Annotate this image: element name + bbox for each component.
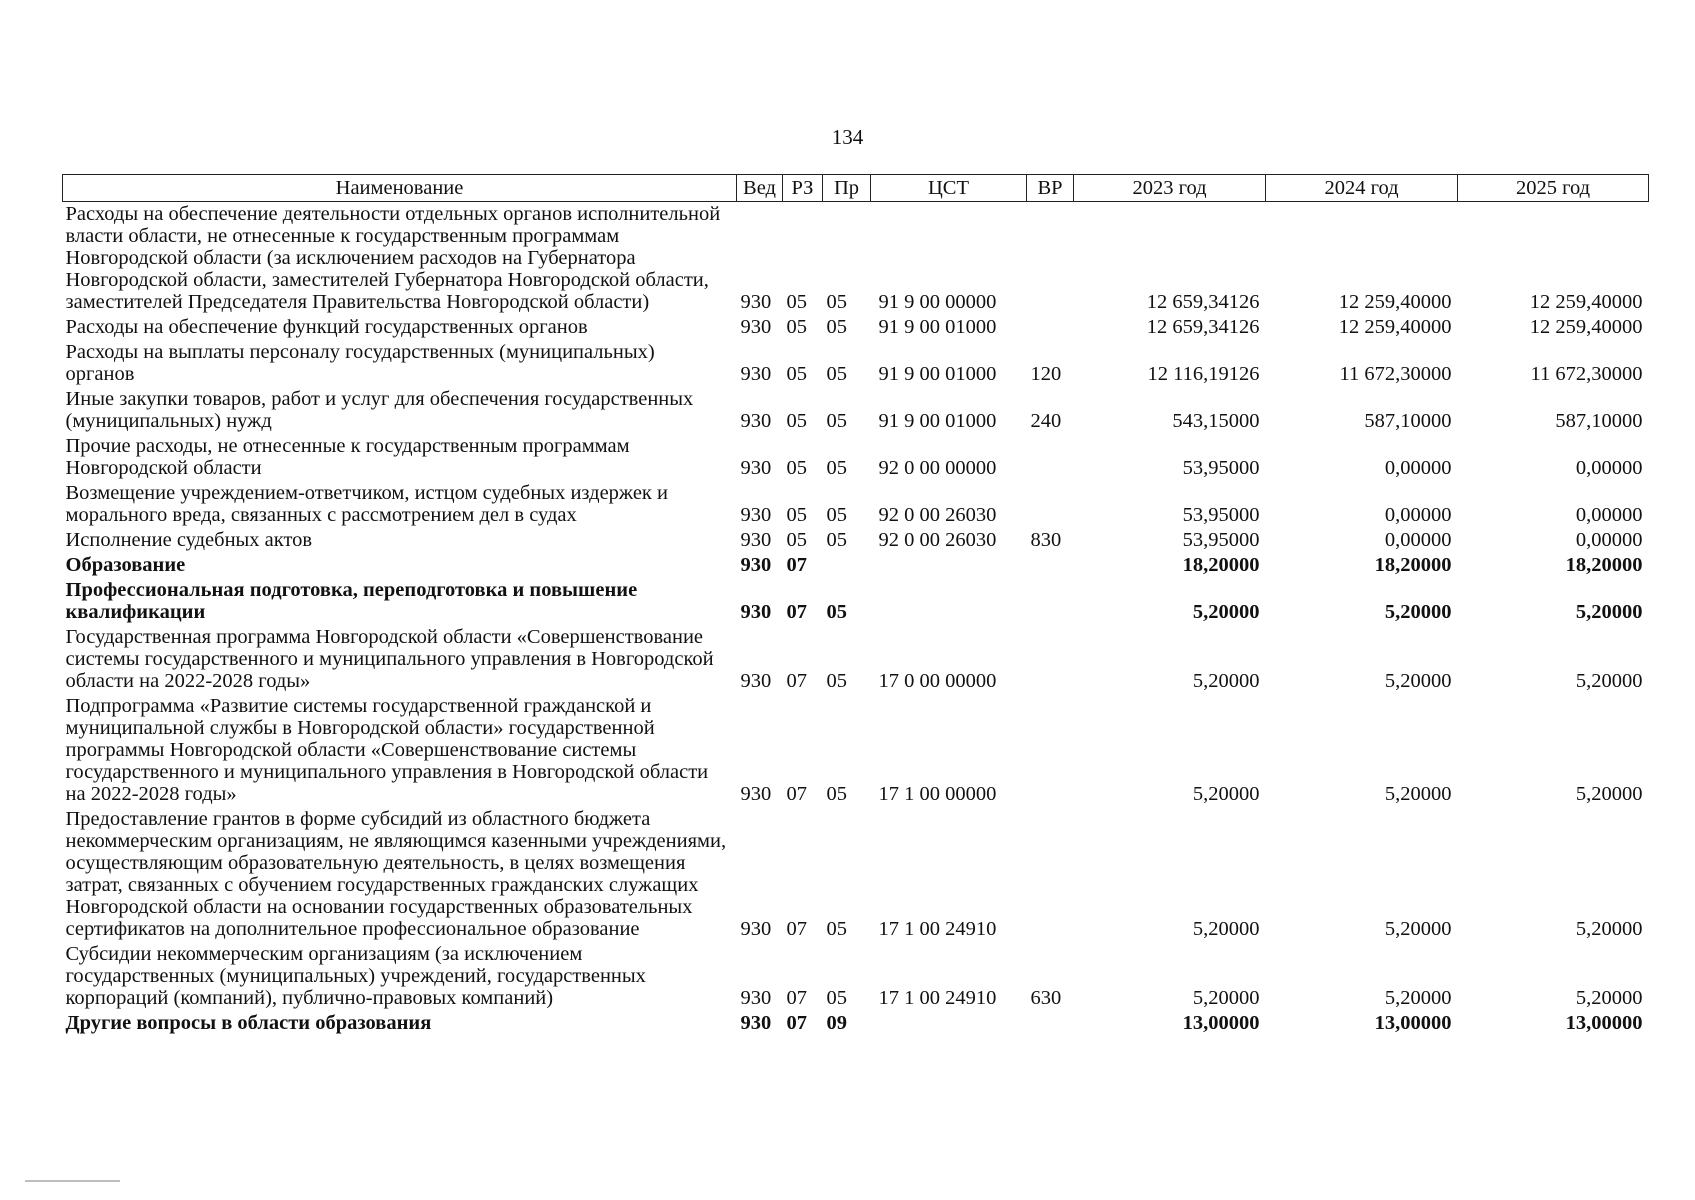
cell-name: Государственная программа Новгородской области «Совершенствование системы государственного и муниципального управления в Новгородской области на 2022-2028 годы» xyxy=(65,626,714,692)
cell-name: Исполнение судебных актов xyxy=(65,529,313,551)
header-2023: 2023 год xyxy=(1074,175,1266,202)
scan-artifact-line xyxy=(25,1180,120,1182)
cell-cst: 17 1 00 24910 xyxy=(878,987,997,1009)
cell-ved: 930 xyxy=(740,316,772,338)
header-2025: 2025 год xyxy=(1458,175,1649,202)
cell-cst: 92 0 00 26030 xyxy=(878,504,997,526)
cell-y2023: 13,00000 xyxy=(1182,1012,1260,1034)
cell-pr: 05 xyxy=(826,504,847,526)
cell-pr: 05 xyxy=(826,918,847,940)
cell-name: Возмещение учреждением-ответчиком, истцом судебных издержек и морального вреда, связанных с рассмотрением дел в судах xyxy=(65,482,668,526)
header-pr: Пр xyxy=(823,175,871,202)
cell-name: Расходы на обеспечение функций государственных органов xyxy=(65,316,588,338)
cell-vr: 630 xyxy=(1030,987,1062,1009)
cell-cst: 91 9 00 01000 xyxy=(878,316,997,338)
cell-vr xyxy=(1027,315,1074,340)
cell-ved: 930 xyxy=(740,918,772,940)
cell-rz: 07 xyxy=(786,554,807,576)
cell-y2024: 11 672,30000 xyxy=(1339,363,1452,385)
cell-ved: 930 xyxy=(740,554,772,576)
cell-y2025: 5,20000 xyxy=(1575,783,1643,805)
cell-cst: 17 1 00 00000 xyxy=(878,783,997,805)
cell-y2025: 5,20000 xyxy=(1575,670,1643,692)
cell-rz: 05 xyxy=(786,291,807,313)
cell-vr xyxy=(1027,481,1074,528)
table-row xyxy=(63,340,1649,387)
cell-ved: 930 xyxy=(740,601,772,623)
table-row xyxy=(63,578,1649,625)
cell-pr: 05 xyxy=(826,316,847,338)
table-body xyxy=(63,202,1649,1037)
cell-y2024: 13,00000 xyxy=(1374,1012,1452,1034)
cell-name: Иные закупки товаров, работ и услуг для обеспечения государственных (муниципальных) нужд xyxy=(65,388,694,432)
cell-cst: 17 0 00 00000 xyxy=(878,670,997,692)
cell-name: Расходы на обеспечение деятельности отдельных органов исполнительной власти области, не отнесенные к государственным программам Новгородской области (за исключением расходов на Губернатора Новгородской области, заместителей Губернатора Новгородской области, заместителей Председателя Правительства Новгородской области) xyxy=(65,203,721,313)
cell-ved: 930 xyxy=(740,363,772,385)
cell-name: Образование xyxy=(65,554,186,576)
table-row xyxy=(63,807,1649,942)
cell-cst xyxy=(871,1011,1027,1036)
cell-y2024: 18,20000 xyxy=(1374,554,1452,576)
cell-name: Субсидии некоммерческим организациям (за исключением государственных (муниципальных) учреждений, государственных корпораций (компаний), публично-правовых компаний) xyxy=(65,943,646,1009)
table-row xyxy=(63,553,1649,578)
table-row xyxy=(63,942,1649,1011)
cell-cst xyxy=(871,578,1027,625)
cell-pr xyxy=(823,553,871,578)
cell-ved: 930 xyxy=(740,291,772,313)
cell-ved: 930 xyxy=(740,410,772,432)
cell-pr: 05 xyxy=(826,601,847,623)
cell-vr xyxy=(1027,694,1074,807)
table-row xyxy=(63,528,1649,553)
cell-name: Прочие расходы, не отнесенные к государственным программам Новгородской области xyxy=(65,435,630,479)
cell-cst: 92 0 00 26030 xyxy=(878,529,997,551)
cell-y2024: 0,00000 xyxy=(1384,504,1452,526)
table-row xyxy=(63,1011,1649,1036)
cell-pr: 05 xyxy=(826,410,847,432)
cell-rz: 07 xyxy=(786,670,807,692)
budget-table-container xyxy=(62,174,1648,1036)
cell-y2024: 5,20000 xyxy=(1384,918,1452,940)
cell-rz: 05 xyxy=(786,410,807,432)
cell-vr xyxy=(1027,553,1074,578)
header-cst: ЦСТ xyxy=(871,175,1027,202)
cell-y2023: 12 116,19126 xyxy=(1147,363,1260,385)
cell-cst: 17 1 00 24910 xyxy=(878,918,997,940)
cell-pr: 05 xyxy=(826,457,847,479)
cell-y2024: 12 259,40000 xyxy=(1338,291,1452,313)
cell-vr: 830 xyxy=(1030,529,1062,551)
cell-cst: 92 0 00 00000 xyxy=(878,457,997,479)
cell-y2023: 5,20000 xyxy=(1192,987,1260,1009)
cell-pr: 05 xyxy=(826,363,847,385)
cell-y2024: 5,20000 xyxy=(1384,670,1452,692)
table-row xyxy=(63,387,1649,434)
cell-y2025: 5,20000 xyxy=(1575,918,1643,940)
cell-rz: 07 xyxy=(786,601,807,623)
cell-y2023: 5,20000 xyxy=(1192,670,1260,692)
cell-y2025: 5,20000 xyxy=(1575,601,1643,623)
cell-y2024: 5,20000 xyxy=(1384,783,1452,805)
table-row xyxy=(63,434,1649,481)
cell-cst: 91 9 00 01000 xyxy=(878,410,997,432)
cell-ved: 930 xyxy=(740,670,772,692)
cell-ved: 930 xyxy=(740,987,772,1009)
cell-y2024: 12 259,40000 xyxy=(1338,316,1452,338)
cell-y2023: 53,95000 xyxy=(1182,504,1260,526)
cell-pr: 05 xyxy=(826,987,847,1009)
cell-y2025: 0,00000 xyxy=(1575,457,1643,479)
cell-y2023: 5,20000 xyxy=(1192,918,1260,940)
cell-vr xyxy=(1027,578,1074,625)
cell-y2023: 543,15000 xyxy=(1172,410,1260,432)
cell-pr: 05 xyxy=(826,291,847,313)
cell-vr xyxy=(1027,807,1074,942)
header-name: Наименование xyxy=(63,175,737,202)
cell-y2025: 587,10000 xyxy=(1555,410,1643,432)
cell-y2025: 13,00000 xyxy=(1565,1012,1643,1034)
cell-y2024: 5,20000 xyxy=(1384,987,1452,1009)
cell-vr xyxy=(1027,1011,1074,1036)
cell-rz: 07 xyxy=(786,987,807,1009)
budget-table xyxy=(62,174,1649,1036)
cell-rz: 07 xyxy=(786,783,807,805)
cell-y2024: 5,20000 xyxy=(1384,601,1452,623)
cell-vr xyxy=(1027,202,1074,316)
cell-ved: 930 xyxy=(740,529,772,551)
cell-vr: 120 xyxy=(1030,363,1062,385)
cell-vr xyxy=(1027,434,1074,481)
cell-vr: 240 xyxy=(1030,410,1062,432)
cell-rz: 07 xyxy=(786,1012,807,1034)
cell-name: Предоставление грантов в форме субсидий из областного бюджета некоммерческим организациям, не являющимся казенными учреждениями, осуществляющим образовательную деятельность, в целях возмещения затрат, связанных с обучением государственных гражданских служащих Новгородской области на основании государственных образовательных сертификатов на дополнительное профессиональное образование xyxy=(65,808,727,940)
cell-y2024: 587,10000 xyxy=(1364,410,1452,432)
cell-rz: 05 xyxy=(786,504,807,526)
table-row xyxy=(63,625,1649,694)
cell-y2025: 0,00000 xyxy=(1575,529,1643,551)
cell-ved: 930 xyxy=(740,504,772,526)
cell-ved: 930 xyxy=(740,783,772,805)
cell-y2023: 5,20000 xyxy=(1192,783,1260,805)
table-row xyxy=(63,202,1649,316)
cell-y2025: 11 672,30000 xyxy=(1530,363,1643,385)
cell-y2023: 18,20000 xyxy=(1182,554,1260,576)
cell-rz: 05 xyxy=(786,363,807,385)
cell-y2023: 53,95000 xyxy=(1182,457,1260,479)
cell-y2023: 12 659,34126 xyxy=(1146,316,1260,338)
cell-name: Другие вопросы в области образования xyxy=(65,1012,432,1034)
cell-y2025: 5,20000 xyxy=(1575,987,1643,1009)
cell-ved: 930 xyxy=(740,1012,772,1034)
header-rz: РЗ xyxy=(783,175,823,202)
page-number: 134 xyxy=(831,125,864,149)
table-row xyxy=(63,481,1649,528)
cell-name: Расходы на выплаты персоналу государственных (муниципальных) органов xyxy=(65,341,655,385)
cell-y2025: 12 259,40000 xyxy=(1529,316,1643,338)
cell-y2023: 5,20000 xyxy=(1192,601,1260,623)
cell-y2025: 12 259,40000 xyxy=(1529,291,1643,313)
cell-cst: 91 9 00 00000 xyxy=(878,291,997,313)
table-header xyxy=(63,175,1649,202)
cell-y2023: 53,95000 xyxy=(1182,529,1260,551)
cell-y2024: 0,00000 xyxy=(1384,529,1452,551)
header-ved: Вед xyxy=(737,175,783,202)
cell-cst xyxy=(871,553,1027,578)
cell-y2024: 0,00000 xyxy=(1384,457,1452,479)
header-vr: ВР xyxy=(1027,175,1074,202)
table-row xyxy=(63,694,1649,807)
cell-ved: 930 xyxy=(740,457,772,479)
cell-rz: 05 xyxy=(786,457,807,479)
cell-vr xyxy=(1027,625,1074,694)
cell-rz: 05 xyxy=(786,316,807,338)
cell-pr: 05 xyxy=(826,529,847,551)
cell-pr: 05 xyxy=(826,670,847,692)
cell-y2025: 0,00000 xyxy=(1575,504,1643,526)
cell-cst: 91 9 00 01000 xyxy=(878,363,997,385)
cell-y2023: 12 659,34126 xyxy=(1146,291,1260,313)
table-row xyxy=(63,315,1649,340)
cell-name: Профессиональная подготовка, переподготовка и повышение квалификации xyxy=(65,579,638,623)
cell-name: Подпрограмма «Развитие системы государственной гражданской и муниципальной службы в Новгородской области» государственной программы Новгородской области «Совершенствование системы государственного и муниципального управления в Новгородской области на 2022-2028 годы» xyxy=(65,695,709,805)
cell-rz: 07 xyxy=(786,918,807,940)
header-2024: 2024 год xyxy=(1266,175,1458,202)
cell-pr: 09 xyxy=(826,1012,847,1034)
cell-rz: 05 xyxy=(786,529,807,551)
header-row xyxy=(63,175,1649,202)
cell-pr: 05 xyxy=(826,783,847,805)
cell-y2025: 18,20000 xyxy=(1565,554,1643,576)
